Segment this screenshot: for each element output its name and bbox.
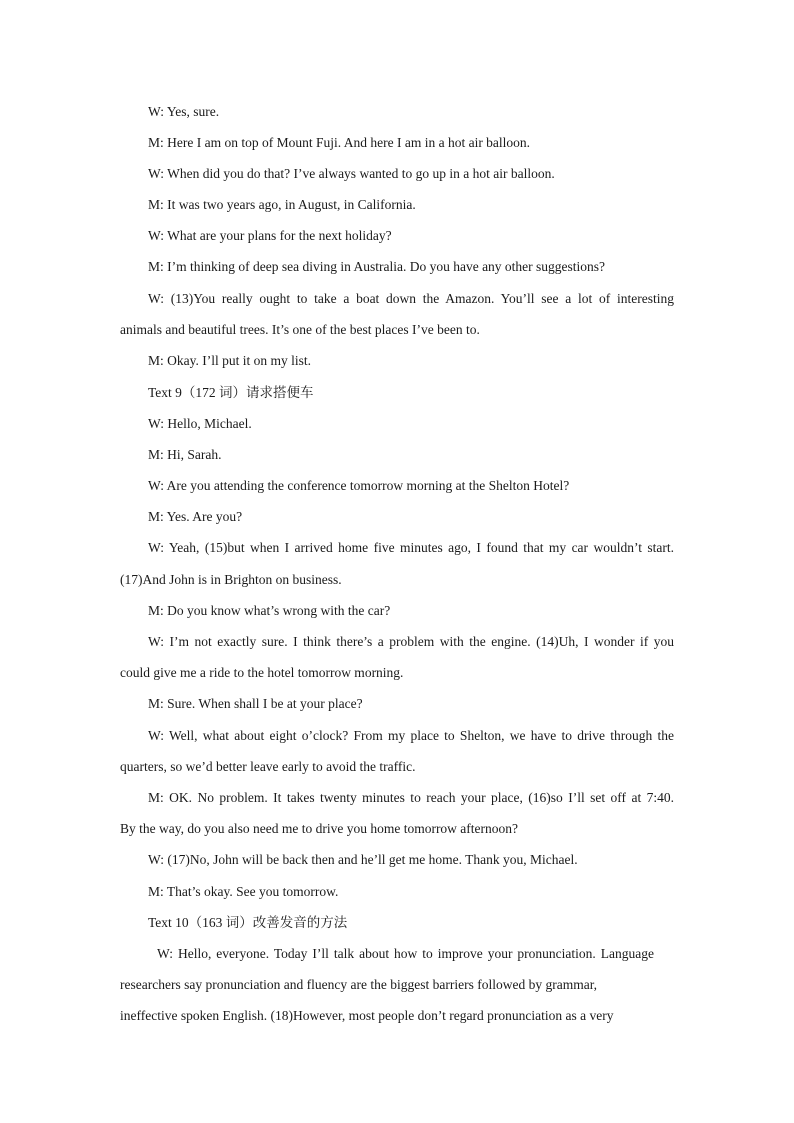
monologue-line-continued: researchers say pronunciation and fluency are the biggest barriers followed by grammar, xyxy=(120,977,598,992)
dialogue-line: W: Hello, Michael. xyxy=(148,416,252,431)
dialogue-line: W: What are your plans for the next holiday? xyxy=(148,228,392,243)
monologue-line-continued: ineffective spoken English. (18)However, most people don’t regard pronunciation as a very xyxy=(120,1008,614,1023)
dialogue-line: M: Okay. I’ll put it on my list. xyxy=(148,353,311,368)
dialogue-line-continued: By the way, do you also need me to drive you home tomorrow afternoon? xyxy=(120,821,519,836)
dialogue-line: W: (13)You really ought to take a boat down the Amazon. You’ll see a lot of interesting xyxy=(148,291,674,306)
dialogue-line: W: Yeah, (15)but when I arrived home five minutes ago, I found that my car wouldn’t start. xyxy=(148,540,674,555)
dialogue-line-continued: could give me a ride to the hotel tomorrow morning. xyxy=(120,665,404,680)
monologue-line: W: Hello, everyone. Today I’ll talk about how to improve your pronunciation. Language xyxy=(157,946,654,961)
dialogue-line: M: I’m thinking of deep sea diving in Australia. Do you have any other suggestions? xyxy=(148,259,606,274)
dialogue-line: W: Well, what about eight o’clock? From my place to Shelton, we have to drive through the xyxy=(148,728,674,743)
dialogue-line: M: Do you know what’s wrong with the car? xyxy=(148,603,391,618)
dialogue-line: W: When did you do that? I’ve always wanted to go up in a hot air balloon. xyxy=(148,166,555,181)
dialogue-line: M: Hi, Sarah. xyxy=(148,447,222,462)
dialogue-line: W: Are you attending the conference tomorrow morning at the Shelton Hotel? xyxy=(148,478,570,493)
dialogue-line-continued: animals and beautiful trees. It’s one of the best places I’ve been to. xyxy=(120,322,480,337)
dialogue-line: W: (17)No, John will be back then and he’ll get me home. Thank you, Michael. xyxy=(148,852,578,867)
section-heading-text-10: Text 10（163 词）改善发音的方法 xyxy=(148,915,348,930)
dialogue-line: W: I’m not exactly sure. I think there’s a problem with the engine. (14)Uh, I wonder if you xyxy=(148,634,674,649)
section-heading-text-9: Text 9（172 词）请求搭便车 xyxy=(148,385,314,400)
dialogue-line: M: That’s okay. See you tomorrow. xyxy=(148,884,339,899)
dialogue-line-continued: (17)And John is in Brighton on business. xyxy=(120,572,342,587)
dialogue-line: M: Yes. Are you? xyxy=(148,509,243,524)
dialogue-line-continued: quarters, so we’d better leave early to avoid the traffic. xyxy=(120,759,416,774)
dialogue-line: W: Yes, sure. xyxy=(148,104,220,119)
dialogue-line: M: Sure. When shall I be at your place? xyxy=(148,696,363,711)
dialogue-line: M: It was two years ago, in August, in California. xyxy=(148,197,416,212)
dialogue-line: M: Here I am on top of Mount Fuji. And here I am in a hot air balloon. xyxy=(148,135,531,150)
dialogue-line: M: OK. No problem. It takes twenty minutes to reach your place, (16)so I’ll set off at 7:40. xyxy=(148,790,674,805)
